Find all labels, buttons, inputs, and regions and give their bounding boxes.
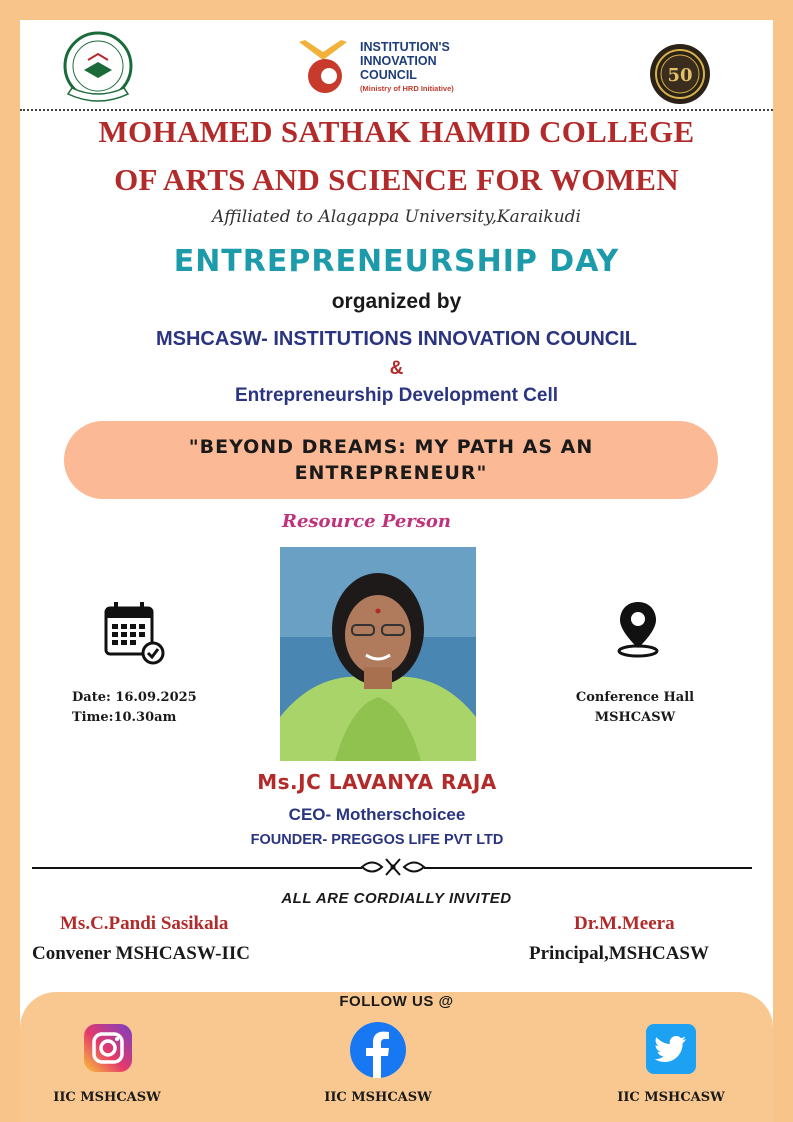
- organized-by: organized by: [331, 290, 462, 313]
- divider-right: [424, 867, 752, 869]
- venue-line-1: Conference Hall: [575, 690, 695, 705]
- iic-wordmark: [360, 40, 454, 96]
- instagram-link[interactable]: [80, 1020, 136, 1076]
- organizer-ampersand: &: [389, 358, 404, 379]
- speaker-photo: [280, 547, 476, 761]
- event-venue: [560, 688, 710, 728]
- poster-sheet: [20, 20, 773, 1122]
- theme-title: [64, 434, 718, 486]
- theme-line-2: ENTREPRENEUR": [294, 462, 488, 484]
- twitter-icon: [644, 1022, 698, 1076]
- iic-line-3: COUNCIL: [360, 68, 417, 82]
- principal-title: Principal,MSHCASW: [529, 943, 709, 964]
- convener-name: Ms.C.Pandi Sasikala: [60, 913, 229, 934]
- college-name-line-2: OF ARTS AND SCIENCE FOR WOMEN: [114, 162, 679, 197]
- theme-line-1: "BEYOND DREAMS: MY PATH AS AN: [188, 436, 594, 458]
- facebook-icon: [348, 1020, 408, 1080]
- event-time: Time:10.30am: [72, 710, 177, 725]
- follow-us-label: FOLLOW US @: [339, 993, 454, 1010]
- speaker-role-2: FOUNDER- PREGGOS LIFE PVT LTD: [250, 832, 504, 848]
- twitter-handle: IIC MSHCASW: [617, 1090, 725, 1105]
- fifty-years-seal: [648, 42, 712, 106]
- instagram-handle: IIC MSHCASW: [53, 1090, 161, 1105]
- iic-logo: [295, 36, 353, 96]
- organizer-council: MSHCASW- INSTITUTIONS INNOVATION COUNCIL: [155, 328, 638, 350]
- resource-person-heading: Resource Person: [282, 511, 452, 532]
- twitter-link[interactable]: [644, 1022, 698, 1076]
- divider-ornament-icon: [360, 856, 426, 878]
- iic-subtitle: (Ministry of HRD Initiative): [360, 84, 454, 93]
- iic-line-2: INNOVATION: [360, 54, 437, 68]
- facebook-handle: IIC MSHCASW: [324, 1090, 432, 1105]
- event-datetime: [72, 688, 197, 728]
- affiliation: Affiliated to Alagappa University,Karaikudi: [212, 207, 581, 227]
- divider-left: [32, 867, 362, 869]
- location-pin-icon: [614, 598, 662, 660]
- college-name-line-1: MOHAMED SATHAK HAMID COLLEGE: [98, 114, 695, 149]
- organizer-cell: Entrepreneurship Development Cell: [234, 385, 559, 406]
- iic-line-1: INSTITUTION'S: [360, 40, 450, 54]
- instagram-icon: [80, 1020, 136, 1076]
- calendar-icon: [102, 600, 166, 666]
- principal-name: Dr.M.Meera: [574, 913, 675, 934]
- event-date: Date: 16.09.2025: [72, 690, 197, 705]
- facebook-link[interactable]: [348, 1020, 408, 1080]
- college-seal-logo: [58, 28, 138, 108]
- convener-title: Convener MSHCASW-IIC: [32, 943, 250, 964]
- speaker-role-1: CEO- Motherschoicee: [288, 805, 466, 824]
- seal-badge-text: 50: [667, 65, 693, 86]
- invitation-text: ALL ARE CORDIALLY INVITED: [281, 890, 512, 907]
- speaker-name: Ms.JC LAVANYA RAJA: [257, 770, 497, 794]
- event-title: ENTREPRENEURSHIP DAY: [173, 244, 620, 279]
- venue-line-2: MSHCASW: [594, 710, 676, 725]
